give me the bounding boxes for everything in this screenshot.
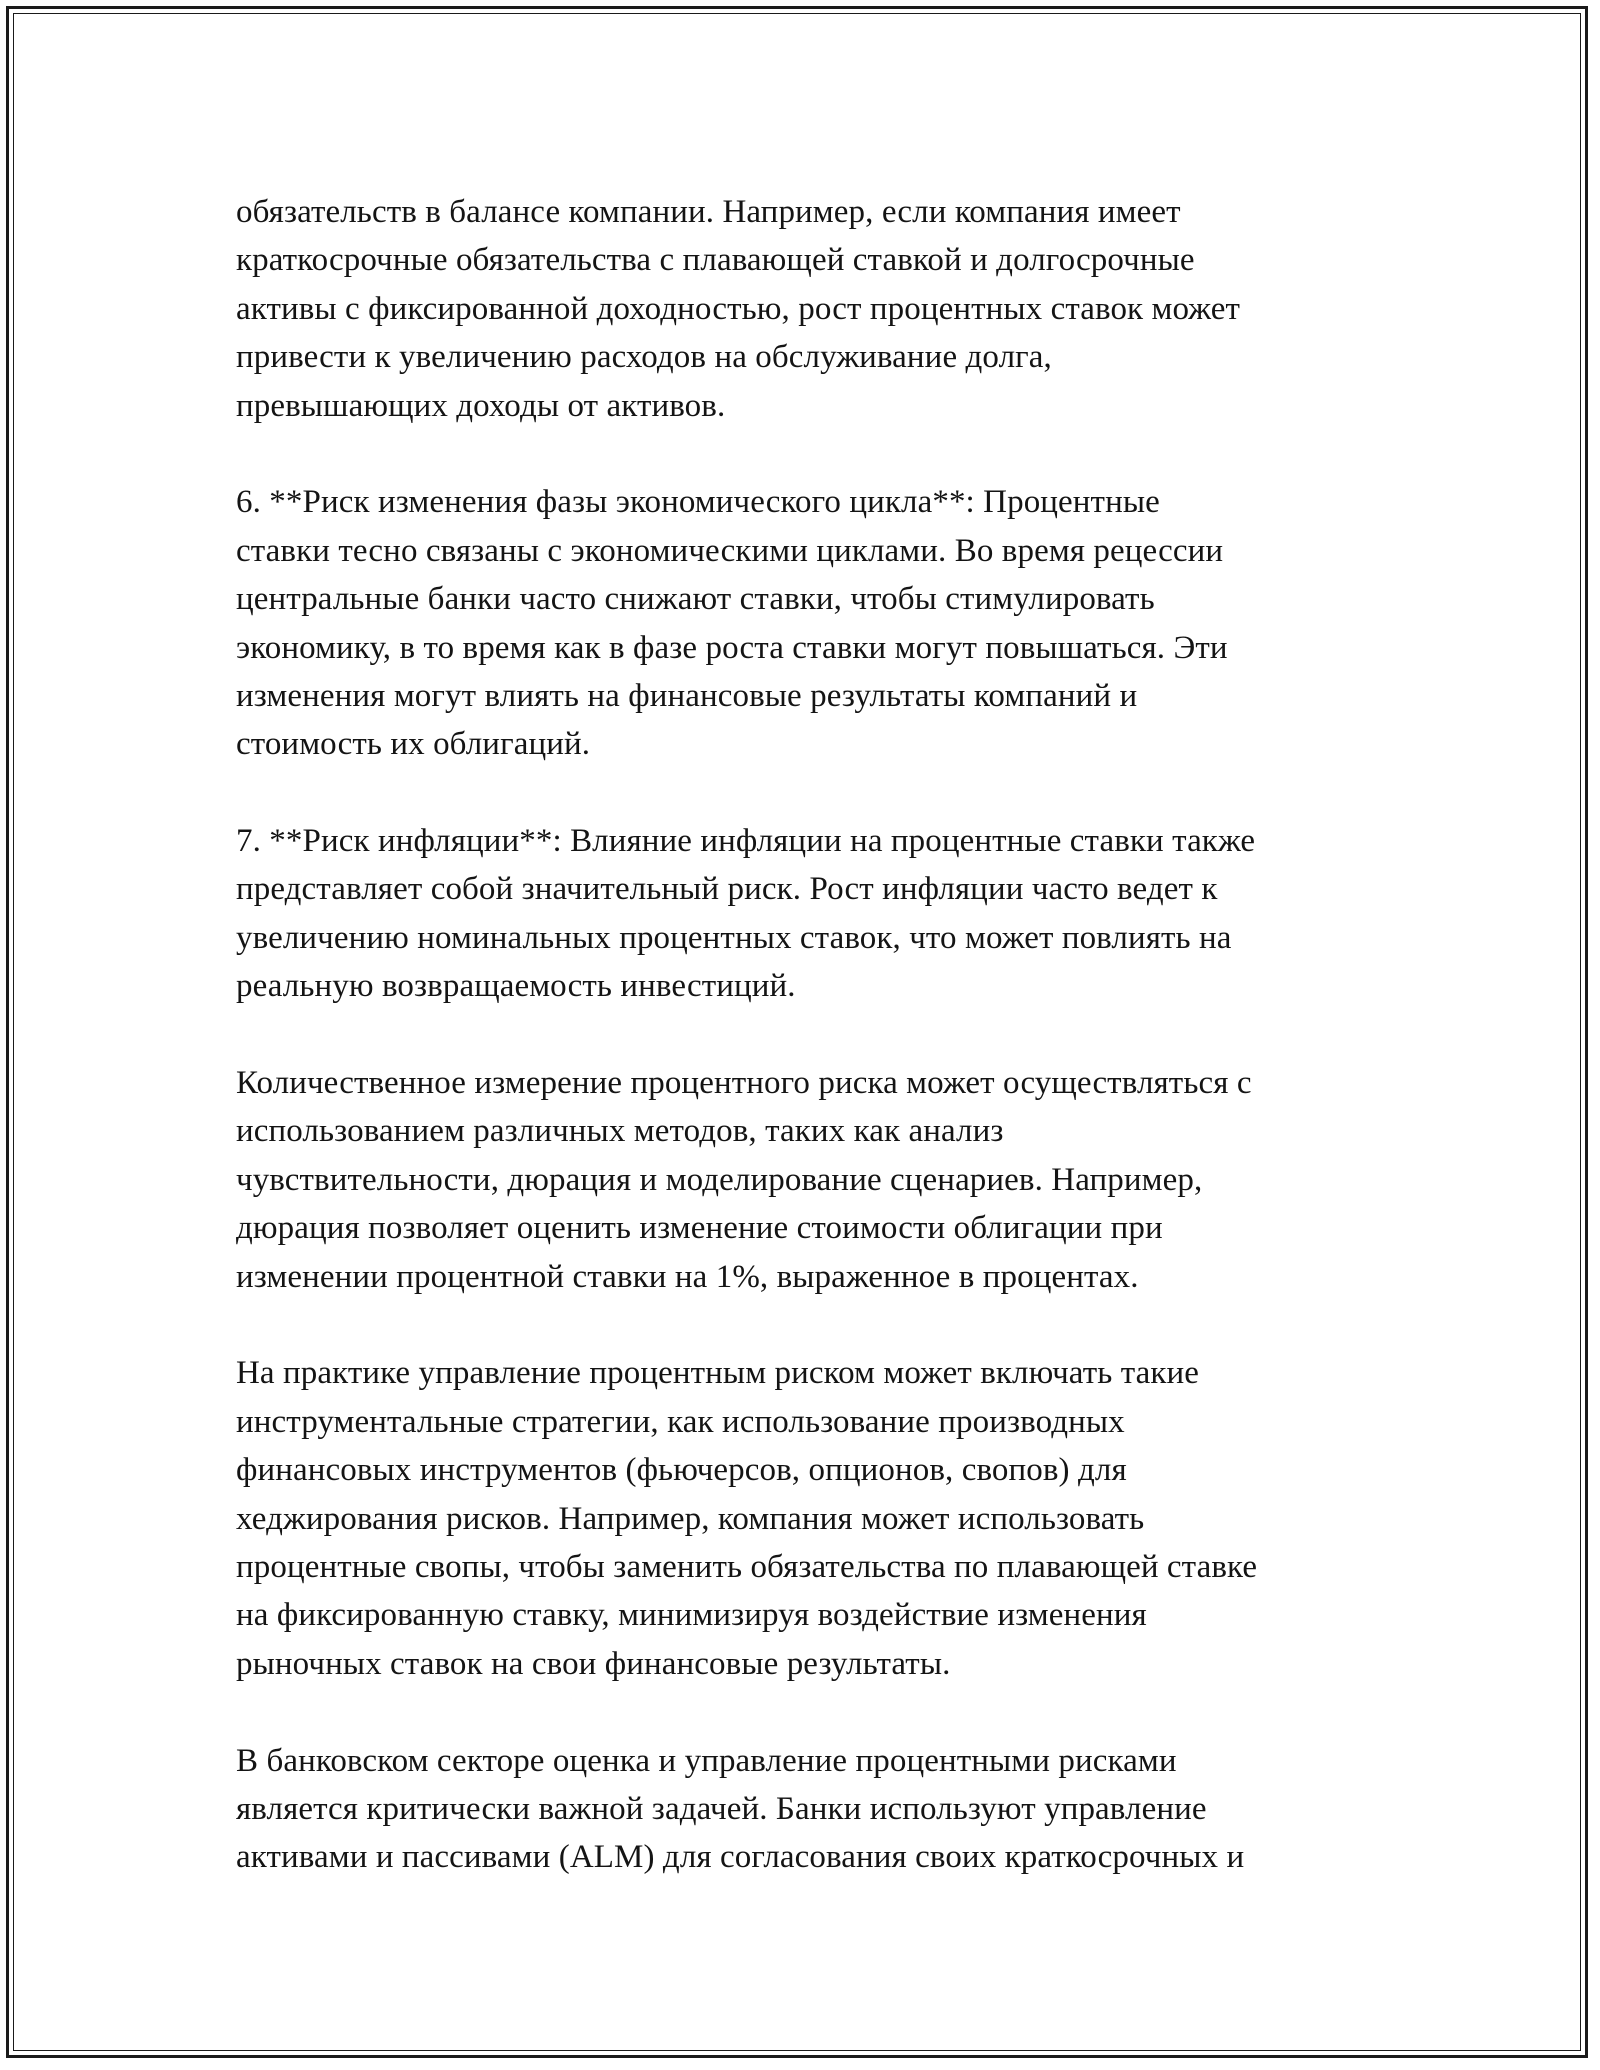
text-line: процентные свопы, чтобы заменить обязательства по плавающей ставке (236, 1548, 1258, 1585)
text-line: обязательств в балансе компании. Например, если компания имеет (236, 194, 1181, 230)
text-line: на фиксированную ставку, минимизируя воздействие изменения (236, 1597, 1147, 1634)
text-line: 7. **Риск инфляции**: Влияние инфляции на процентные ставки также (236, 823, 1256, 860)
text-line: привести к увеличению расходов на обслуживание долга, (236, 339, 1052, 376)
paragraph-gap (236, 430, 1386, 478)
text-line: ставки тесно связаны с экономическими циклами. Во время рецессии (236, 532, 1224, 569)
text-line: экономику, в то время как в фазе роста ставки могут повышаться. Эти (236, 629, 1228, 666)
paragraph-gap (236, 1301, 1386, 1349)
text-line: Количественное измерение процентного риска может осуществляться с (236, 1065, 1252, 1102)
text-line: активами и пассивами (ALM) для согласования своих краткосрочных и (236, 1839, 1245, 1876)
text-line: рыночных ставок на свои финансовые результаты. (236, 1645, 951, 1682)
text-line: хеджирования рисков. Например, компания может использовать (236, 1500, 1145, 1537)
text-line: чувствительности, дюрация и моделирование сценариев. Например, (236, 1161, 1203, 1198)
text-line: стоимость их облигаций. (236, 726, 591, 763)
text-line: активы с фиксированной доходностью, рост процентных ставок может (236, 290, 1241, 327)
paragraph-gap (236, 1011, 1386, 1059)
text-line: увеличению номинальных процентных ставок, что может повлиять на (236, 919, 1232, 956)
text-line: краткосрочные обязательства с плавающей ставкой и долгосрочные (236, 242, 1195, 279)
text-line: превышающих доходы от активов. (236, 387, 726, 424)
paragraph-gap (236, 769, 1386, 817)
paragraph-gap (236, 1688, 1386, 1736)
text-line: дюрация позволяет оценить изменение стоимости облигации при (236, 1210, 1163, 1247)
text-line: реальную возвращаемость инвестиций. (236, 968, 796, 1005)
text-line: 6. **Риск изменения фазы экономического цикла**: Процентные (236, 484, 1160, 521)
text-line: является критически важной задачей. Банки используют управление (236, 1790, 1207, 1827)
text-line: использованием различных методов, таких как анализ (236, 1113, 1004, 1150)
text-line: центральные банки часто снижают ставки, чтобы стимулировать (236, 581, 1155, 618)
text-line: инструментальные стратегии, как использование производных (236, 1403, 1125, 1440)
text-line: изменения могут влиять на финансовые результаты компаний и (236, 677, 1138, 714)
text-line: представляет собой значительный риск. Рост инфляции часто ведет к (236, 871, 1218, 908)
text-line: В банковском секторе оценка и управление процентными рисками (236, 1742, 1177, 1779)
text-line: финансовых инструментов (фьючерсов, опционов, свопов) для (236, 1452, 1127, 1489)
text-line: изменении процентной ставки на 1%, выраженное в процентах. (236, 1258, 1139, 1295)
document-body (236, 188, 1386, 1882)
text-line: На практике управление процентным риском может включать такие (236, 1355, 1200, 1392)
